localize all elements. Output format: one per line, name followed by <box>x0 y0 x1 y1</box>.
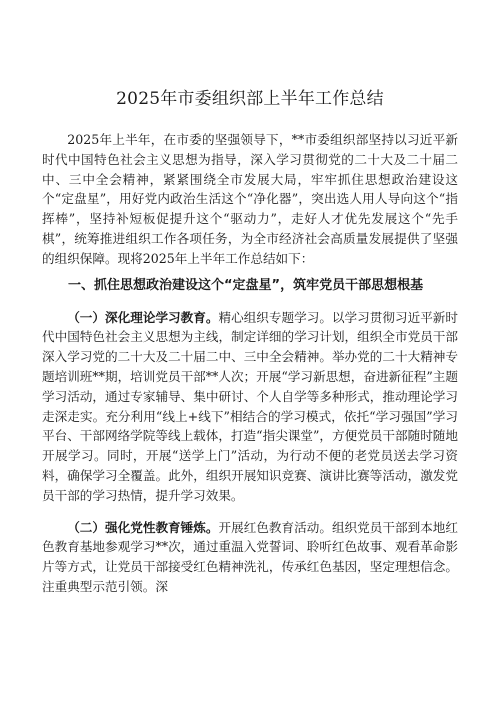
section-1-heading: 一、抓住思想政治建设这个“定盘星”，筑牢党员干部思想根基 <box>68 277 424 293</box>
subsection-1-paragraph <box>42 308 458 506</box>
intro-paragraph: 2025年上半年，在市委的坚强领导下，**市委组织部坚持以习近平新时代中国特色社会主义思想为指导，深入学习贯彻党的二十大及二十届二中、三中全会精神，紧紧围绕全市发展大局，牢牢抓住思想政治建设这个“定盘星”，用好党内政治生活这个“净化器”，突出选人用人导向这个“指挥棒”，坚持补短板促提升这个“驱动力”，走好人才优先发展这个“先手棋”，统筹推进组织工作各项任务，为全市经济社会高质量发展提供了坚强的组织保障。现将2025年上半年工作总结如下： <box>42 132 458 266</box>
subsection-2-paragraph <box>42 518 458 597</box>
subsection-1-title: （一）深化理论学习教育。 <box>67 309 219 325</box>
document-title: 2025年市委组织部上半年工作总结 <box>116 89 384 109</box>
subsection-1-body: 精心组织专题学习。以学习贯彻习近平新时代中国特色社会主义思想为主线，制定详细的学习计划，组织全市党员干部深入学习党的二十大及二十届二中、三中全会精神。举办党的二十大精神专题培训班**期，培训党员干部**人次；开展“学习新思想，奋进新征程”主题学习活动，通过专家辅导、集中研讨、个人自学等多种形式，推动理论学习走深走实。充分利用“线上+线下”相结合的学习模式，依托“学习强国”学习平台、干部网络学院等线上载体，打造“指尖课堂”，方便党员干部随时随地开展学习。同时，开展“送学上门”活动，为行动不便的老党员送去学习资料，确保学习全覆盖。此外，组织开展知识竞赛、演讲比赛等活动，激发党员干部的学习热情，提升学习效果。 <box>42 309 459 503</box>
subsection-2-body: 开展红色教育活动。组织党员干部到本地红色教育基地参观学习**次，通过重温入党誓词、聆听红色故事、观看革命影片等方式，让党员干部接受红色精神洗礼，传承红色基因，坚定理想信念。注重典型示范引领。深 <box>42 519 459 594</box>
subsection-2-title: （二）强化党性教育锤炼。 <box>67 519 219 535</box>
